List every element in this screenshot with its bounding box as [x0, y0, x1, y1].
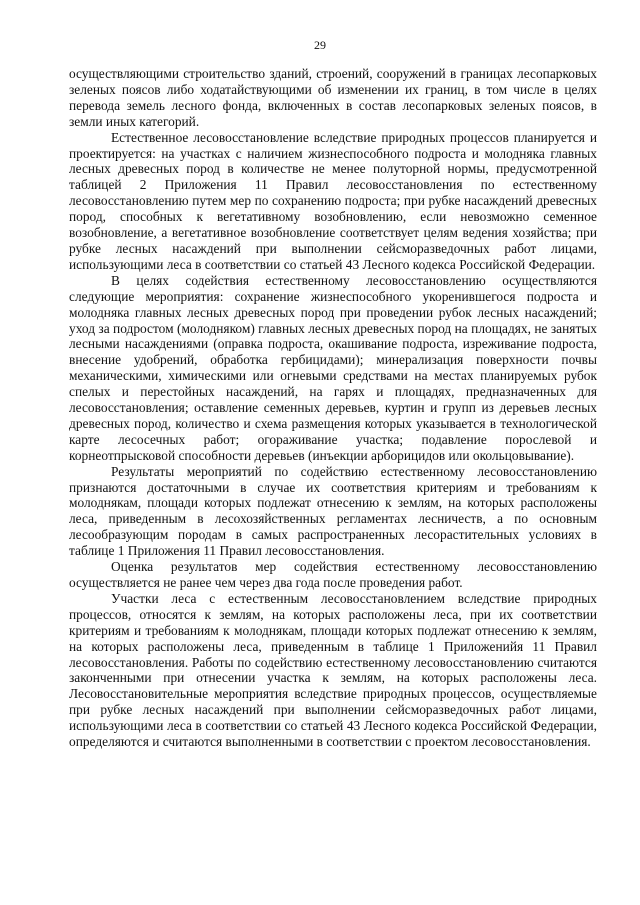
- paragraph-natural-reforestation: Естественное лесовосстановление вследствие природных процессов планируется и проектируется: на участках с наличием жизнеспособного подроста и молодняка главных лесных древесных пород в количестве не менее полуторной нормы, предусмотренной таблицей 2 Приложения 11 Правил лесовосстановления по естественному лесовосстановлению путем мер по сохранению подроста; при рубке насаждений древесных пород, способных к вегетативному возобновлению, если невозможно семенное возобновление, а вегетативное возобновление соответствует целям ведения хозяйства; при рубке лесных насаждений при выполнении сейсморазведочных работ лицами, использующими леса в соответствии со статьей 43 Лесного кодекса Российской Федерации.: [69, 129, 597, 272]
- paragraph-continuation: осуществляющими строительство зданий, строений, сооружений в границах лесопарковых зеленых поясов либо ходатайствующими об изменении их границ, в том числе в целях перевода земель лесного фонда, включенных в состав лесопарковых зеленых поясов, в земли иных категорий.: [69, 66, 597, 129]
- paragraph-results-criteria: Результаты мероприятий по содействию естественному лесовосстановлению признаются достаточными в случае их соответствия критериям и требованиям к молоднякам, площади которых подлежат отнесению к землям, на которых расположены леса, приведенным в лесохозяйственных регламентах лесничеств, а по основным лесообразующим породам в самых распространенных лесорастительных условиях в таблице 1 Приложения 11 Правил лесовосстановления.: [69, 463, 597, 559]
- page-number: 29: [314, 38, 326, 52]
- paragraph-forest-sites: Участки леса с естественным лесовосстановлением вследствие природных процессов, относятся к землям, на которых расположены леса, при их соответствии критериям и требованиям к молоднякам, площади которых подлежат отнесению к землям, на которых расположены леса, приведенным в таблице 1 Приложенийя 11 Правил лесовосстановления. Работы по содействию естественному лесовосстановлению считаются законченными при отнесении участка к землям, на которых расположены леса. Лесовосстановительные мероприятия вследствие природных процессов, осуществляемые при рубке лесных насаждений при выполнении сейсморазведочных работ лицами, использующими леса в соответствии со статьей 43 Лесного кодекса Российской Федерации, определяются и считаются выполненными в соответствии с проектом лесовосстановления.: [69, 590, 597, 750]
- paragraph-results-assessment: Оценка результатов мер содействия естественному лесовосстановлению осуществляется не ранее чем через два года после проведения работ.: [69, 559, 597, 590]
- document-body: [69, 66, 597, 750]
- paragraph-assistance-measures: В целях содействия естественному лесовосстановлению осуществляются следующие мероприятия: сохранение жизнеспособного укоренившегося подроста и молодняка главных лесных древесных пород при проведении рубок лесных насаждений; уход за подростом (молодняком) главных лесных древесных пород на площадях, не занятых лесными насаждениями (оправка подроста, окашивание подроста, изреживание подроста, внесение удобрений, обработка гербицидами); минерализация поверхности почвы механическими, химическими или огневыми средствами на местах планируемых рубок спелых и перестойных насаждений, на гарях и площадях, предназначенных для лесовосстановления; оставление семенных деревьев, куртин и групп из деревьев лесных древесных пород, количество и схема размещения которых указывается в технологической карте лесосечных работ; огораживание участка; подавление порослевой и корнеотпрысковой способности деревьев (инъекции арборицидов или окольцовывание).: [69, 272, 597, 463]
